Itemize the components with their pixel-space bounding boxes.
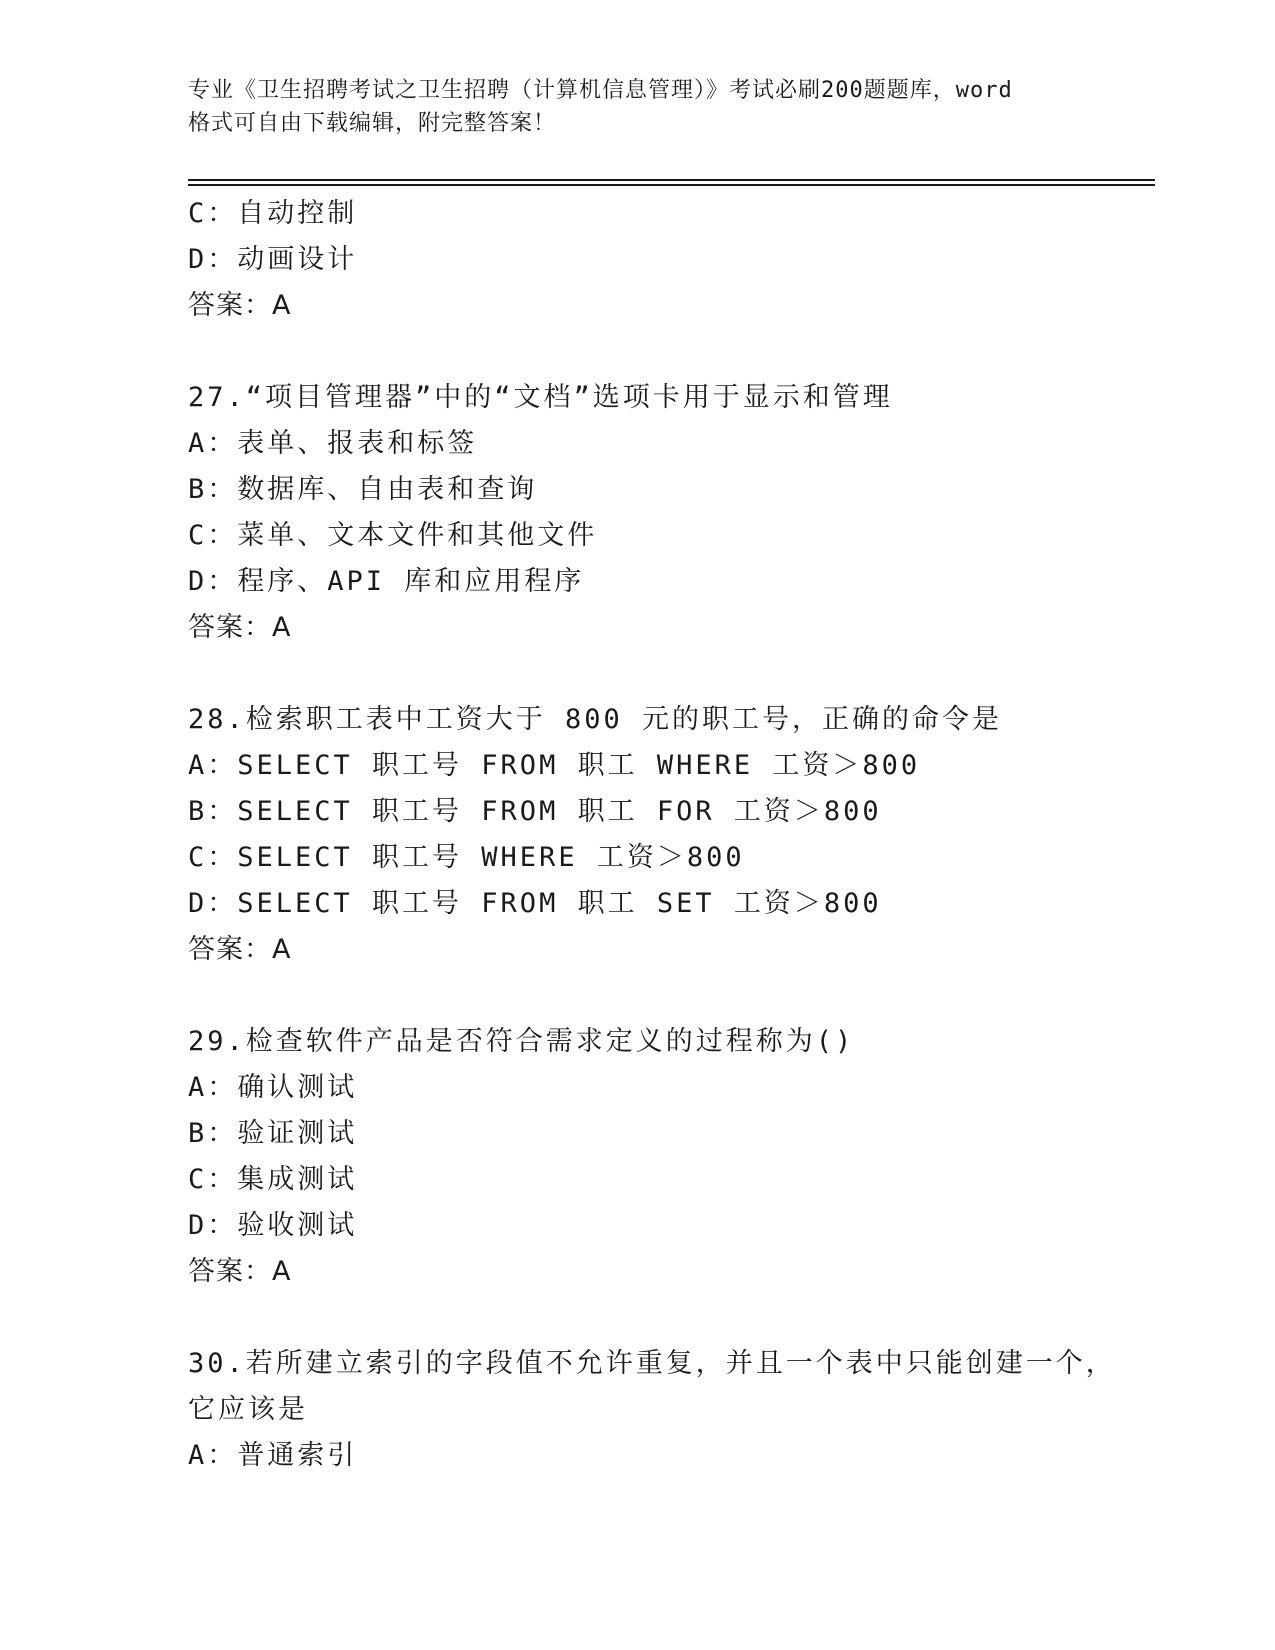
header-divider-bottom bbox=[188, 184, 1155, 186]
answer: 答案：A bbox=[188, 934, 292, 965]
question-text-line-1: 30.若所建立索引的字段值不允许重复，并且一个表中只能创建一个， bbox=[188, 1348, 1116, 1379]
question-text: 29.检查软件产品是否符合需求定义的过程称为() bbox=[188, 1026, 855, 1057]
option-d: D：SELECT 职工号 FROM 职工 SET 工资＞800 bbox=[188, 888, 882, 919]
question-26-tail bbox=[188, 191, 1148, 329]
answer: 答案：A bbox=[188, 290, 292, 321]
option-c: C：SELECT 职工号 WHERE 工资＞800 bbox=[188, 842, 745, 873]
option-b: B：验证测试 bbox=[188, 1118, 358, 1149]
option-c: C：菜单、文本文件和其他文件 bbox=[188, 520, 598, 551]
spacer bbox=[188, 1295, 1148, 1341]
option-c: C：自动控制 bbox=[188, 198, 358, 229]
header-line-1: 专业《卫生招聘考试之卫生招聘（计算机信息管理）》考试必刷200题题库，word bbox=[188, 78, 1013, 103]
question-list bbox=[188, 191, 1148, 1479]
question-27 bbox=[188, 375, 1148, 651]
header-line-2: 格式可自由下载编辑，附完整答案！ bbox=[188, 111, 557, 136]
option-c: C：集成测试 bbox=[188, 1164, 358, 1195]
question-30 bbox=[188, 1341, 1148, 1479]
option-d: D：动画设计 bbox=[188, 244, 358, 275]
option-a: A：确认测试 bbox=[188, 1072, 358, 1103]
answer: 答案：A bbox=[188, 612, 292, 643]
answer: 答案：A bbox=[188, 1256, 292, 1287]
document-header bbox=[188, 74, 1088, 140]
question-text: 28.检索职工表中工资大于 800 元的职工号，正确的命令是 bbox=[188, 704, 1003, 735]
question-29 bbox=[188, 1019, 1148, 1295]
header-divider-top bbox=[188, 179, 1155, 181]
question-text-line-2: 它应该是 bbox=[188, 1394, 308, 1425]
option-b: B：数据库、自由表和查询 bbox=[188, 474, 538, 505]
question-28 bbox=[188, 697, 1148, 973]
spacer bbox=[188, 651, 1148, 697]
spacer bbox=[188, 973, 1148, 1019]
spacer bbox=[188, 329, 1148, 375]
option-a: A：SELECT 职工号 FROM 职工 WHERE 工资＞800 bbox=[188, 750, 921, 781]
option-a: A：普通索引 bbox=[188, 1440, 358, 1471]
question-text: 27.“项目管理器”中的“文档”选项卡用于显示和管理 bbox=[188, 382, 893, 413]
option-b: B：SELECT 职工号 FROM 职工 FOR 工资＞800 bbox=[188, 796, 882, 827]
option-d: D：程序、API 库和应用程序 bbox=[188, 566, 585, 597]
option-a: A：表单、报表和标签 bbox=[188, 428, 478, 459]
option-d: D：验收测试 bbox=[188, 1210, 358, 1241]
